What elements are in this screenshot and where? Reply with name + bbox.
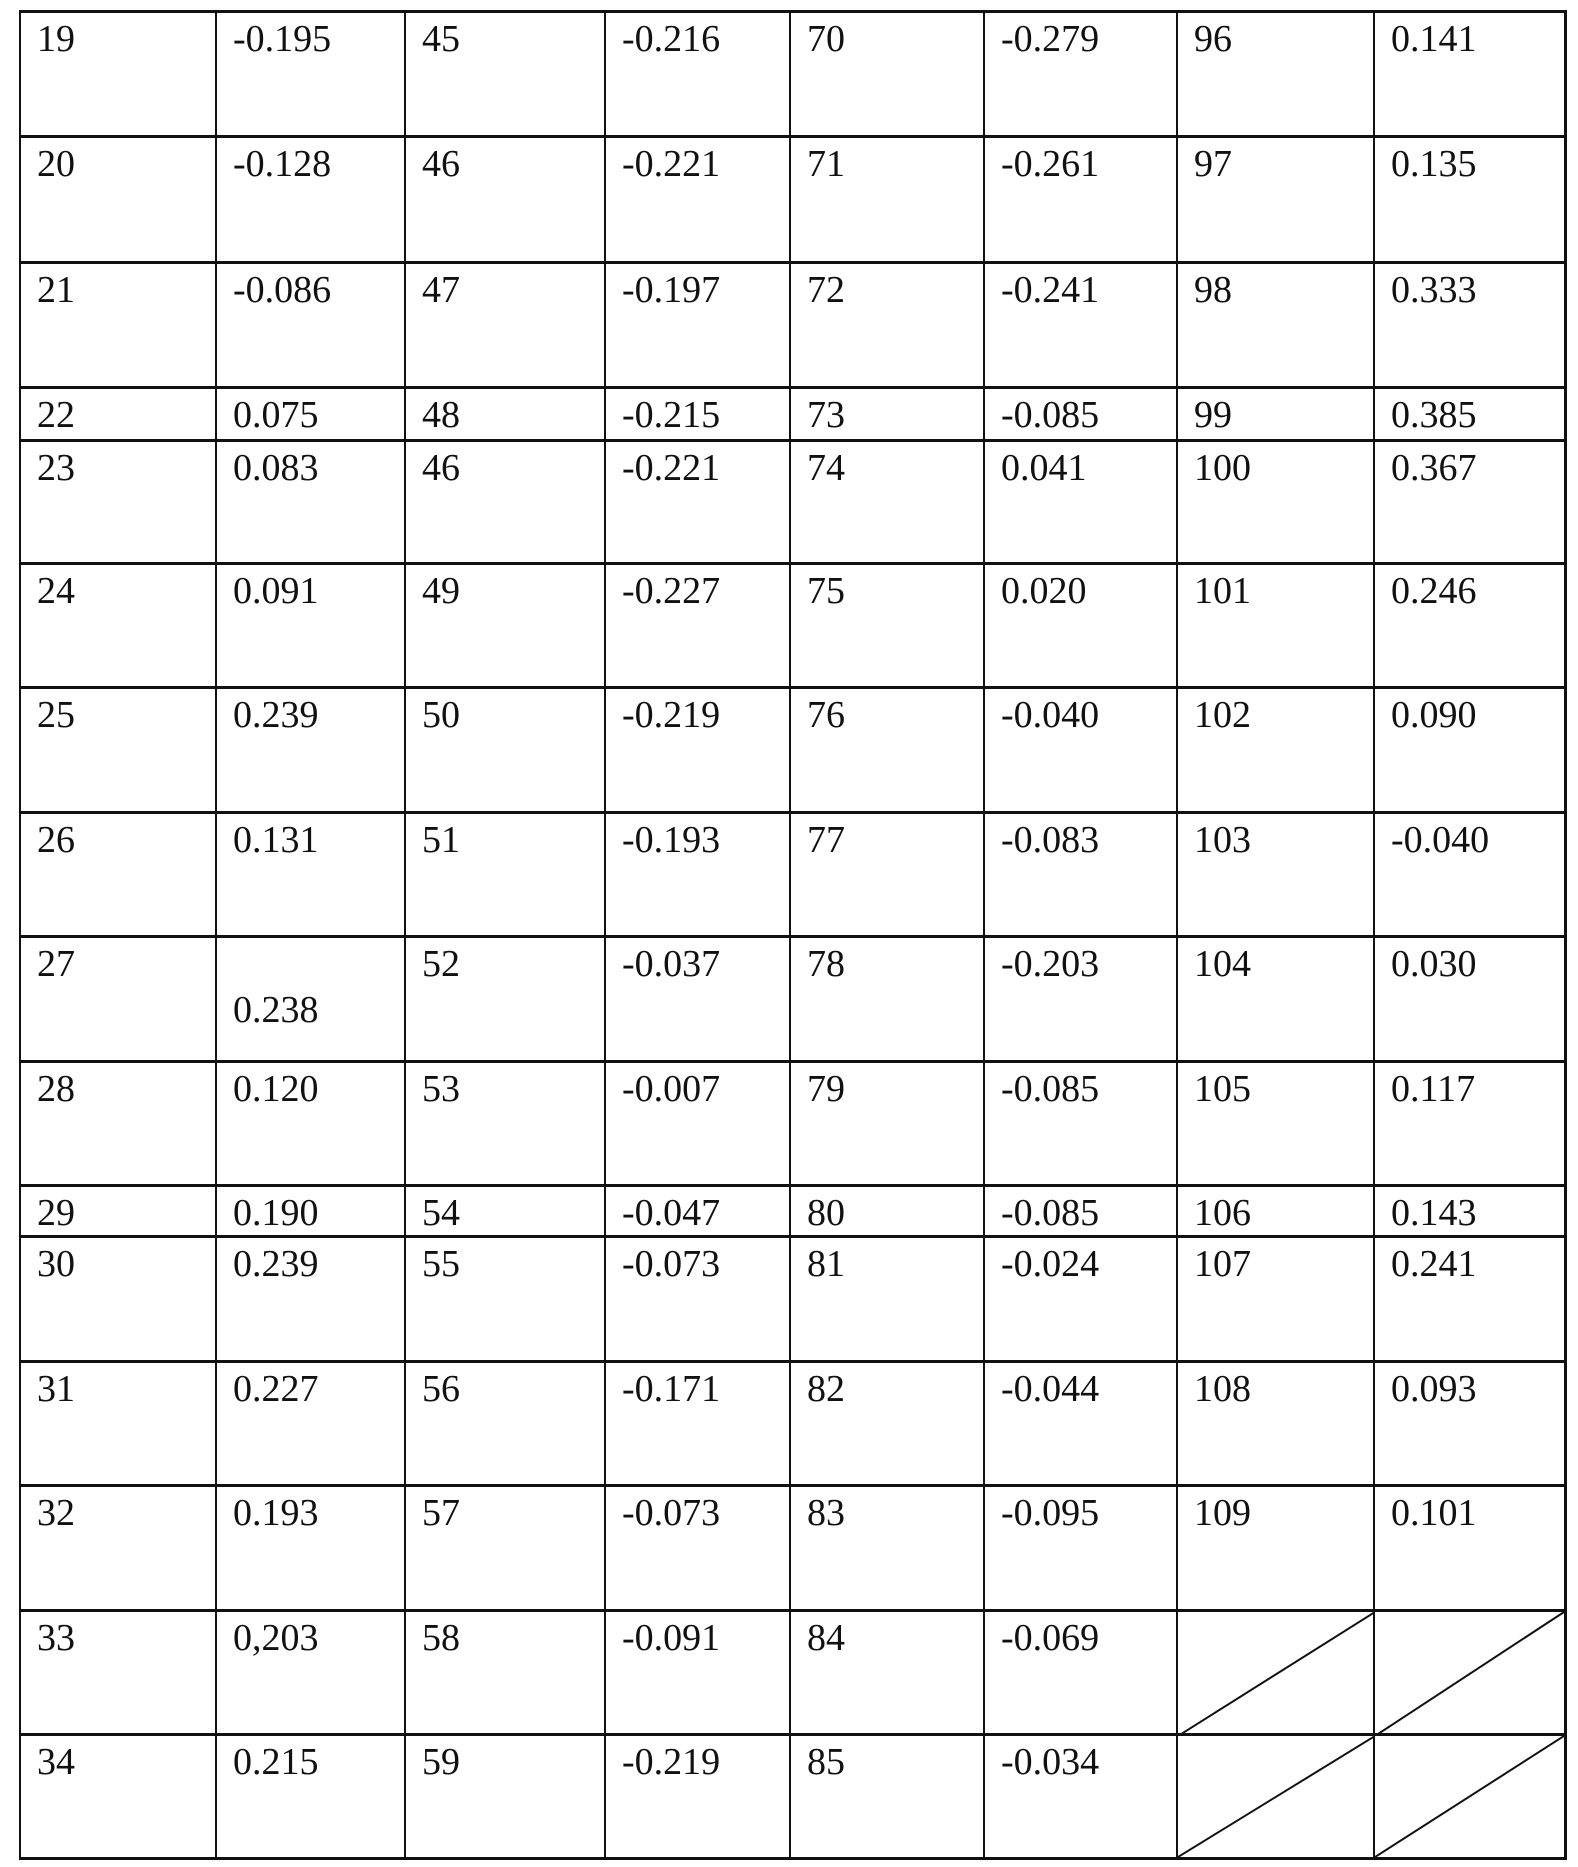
- table-cell-value: [215, 686, 406, 814]
- table-cell-value: [604, 1235, 791, 1363]
- table-cell-empty-slashed: [1373, 1733, 1567, 1860]
- table-cell-value: [215, 1733, 406, 1860]
- table-cell-value: [604, 1484, 791, 1612]
- cell-text: 79: [807, 1068, 845, 1110]
- table-cell-index: [789, 386, 985, 442]
- table-cell-index: [789, 1235, 985, 1363]
- table-cell-value: [1373, 562, 1567, 689]
- cell-text: 0.101: [1391, 1492, 1477, 1534]
- cell-text: -0.215: [622, 394, 720, 436]
- cell-text: 0,203: [233, 1617, 319, 1659]
- table-cell-value: [1373, 135, 1567, 264]
- table-cell-index: [789, 1609, 985, 1736]
- table-cell-value: [1373, 1235, 1567, 1363]
- cell-text: -0.197: [622, 269, 720, 311]
- cell-text: -0.007: [622, 1068, 720, 1110]
- table-cell-index: [19, 1235, 217, 1363]
- table-cell-index: [1176, 1235, 1375, 1363]
- cell-text: 83: [807, 1492, 845, 1534]
- cell-text: 0.131: [233, 819, 319, 861]
- cell-text: 23: [37, 447, 75, 489]
- cell-text: -0.219: [622, 694, 720, 736]
- table-cell-index: [19, 1360, 217, 1487]
- table-cell-value: [604, 1609, 791, 1736]
- table-cell-index: [1176, 1060, 1375, 1187]
- cell-text: 27: [37, 943, 75, 985]
- table-cell-value: [604, 686, 791, 814]
- cell-text: -0.073: [622, 1243, 720, 1285]
- cell-text: 80: [807, 1192, 845, 1234]
- table-cell-value: [604, 261, 791, 389]
- table-cell-index: [404, 261, 606, 389]
- table-cell-value: [983, 439, 1178, 565]
- table-cell-value: [983, 10, 1178, 138]
- cell-text: 59: [422, 1741, 460, 1783]
- diagonal-slash-icon: [1375, 1736, 1564, 1857]
- cell-text: 70: [807, 18, 845, 60]
- cell-text: -0.221: [622, 143, 720, 185]
- cell-text: -0.193: [622, 819, 720, 861]
- table-cell-value: [1373, 439, 1567, 565]
- cell-text: 98: [1194, 269, 1232, 311]
- cell-text: -0.091: [622, 1617, 720, 1659]
- table-cell-index: [789, 439, 985, 565]
- table-cell-index: [404, 10, 606, 138]
- table-cell-index: [19, 135, 217, 264]
- table-cell-value: [983, 811, 1178, 938]
- cell-text: 46: [422, 143, 460, 185]
- table-cell-value: [215, 935, 406, 1063]
- table-cell-index: [1176, 386, 1375, 442]
- table-cell-value: [604, 386, 791, 442]
- table-cell-index: [1176, 562, 1375, 689]
- table-cell-index: [404, 439, 606, 565]
- cell-text: 0.135: [1391, 143, 1477, 185]
- table-cell-index: [404, 935, 606, 1063]
- cell-text: 45: [422, 18, 460, 60]
- cell-text: -0.083: [1001, 819, 1099, 861]
- table-cell-value: [1373, 935, 1567, 1063]
- table-cell-value: [983, 386, 1178, 442]
- cell-text: -0.069: [1001, 1617, 1099, 1659]
- table-cell-index: [404, 686, 606, 814]
- cell-text: 0.246: [1391, 570, 1477, 612]
- table-cell-index: [19, 1733, 217, 1860]
- cell-text: 54: [422, 1192, 460, 1234]
- cell-text: -0.040: [1001, 694, 1099, 736]
- cell-text: -0.219: [622, 1741, 720, 1783]
- table-cell-value: [215, 1484, 406, 1612]
- cell-text: 47: [422, 269, 460, 311]
- cell-text: 100: [1194, 447, 1251, 489]
- cell-text: 75: [807, 570, 845, 612]
- table-cell-index: [19, 1184, 217, 1238]
- diagonal-slash-icon: [1375, 1612, 1564, 1736]
- cell-text: 46: [422, 447, 460, 489]
- table-cell-value: [1373, 1060, 1567, 1187]
- cell-text: 56: [422, 1368, 460, 1410]
- table-cell-index: [1176, 686, 1375, 814]
- table-cell-value: [215, 1235, 406, 1363]
- cell-text: 0.238: [233, 989, 319, 1031]
- cell-text: -0.095: [1001, 1492, 1099, 1534]
- cell-text: -0.221: [622, 447, 720, 489]
- data-table: [19, 10, 1567, 1860]
- table-cell-value: [215, 562, 406, 689]
- table-cell-index: [1176, 261, 1375, 389]
- cell-text: 52: [422, 943, 460, 985]
- cell-text: -0.044: [1001, 1368, 1099, 1410]
- table-cell-value: [983, 1733, 1178, 1860]
- cell-text: 0.143: [1391, 1192, 1477, 1234]
- table-cell-value: [604, 1360, 791, 1487]
- table-cell-index: [19, 10, 217, 138]
- cell-text: 57: [422, 1492, 460, 1534]
- table-cell-empty-slashed: [1176, 1733, 1375, 1860]
- cell-text: 30: [37, 1243, 75, 1285]
- table-cell-index: [789, 562, 985, 689]
- table-cell-index: [789, 135, 985, 264]
- cell-text: 76: [807, 694, 845, 736]
- cell-text: 20: [37, 143, 75, 185]
- cell-text: 0.120: [233, 1068, 319, 1110]
- cell-text: -0.086: [233, 269, 331, 311]
- diagonal-slash-icon: [1178, 1736, 1375, 1857]
- table-cell-index: [1176, 439, 1375, 565]
- cell-text: 73: [807, 394, 845, 436]
- cell-text: 0.193: [233, 1492, 319, 1534]
- cell-text: -0.261: [1001, 143, 1099, 185]
- cell-text: 25: [37, 694, 75, 736]
- table-cell-value: [604, 935, 791, 1063]
- table-cell-value: [1373, 386, 1567, 442]
- cell-text: 0.239: [233, 694, 319, 736]
- table-cell-index: [789, 811, 985, 938]
- cell-text: 82: [807, 1368, 845, 1410]
- table-cell-index: [19, 439, 217, 565]
- cell-text: -0.073: [622, 1492, 720, 1534]
- table-cell-value: [604, 1184, 791, 1238]
- table-cell-index: [1176, 135, 1375, 264]
- cell-text: 55: [422, 1243, 460, 1285]
- cell-text: 0.241: [1391, 1243, 1477, 1285]
- cell-text: 0.141: [1391, 18, 1477, 60]
- cell-text: 0.367: [1391, 447, 1477, 489]
- cell-text: 21: [37, 269, 75, 311]
- cell-text: -0.047: [622, 1192, 720, 1234]
- table-cell-value: [983, 1060, 1178, 1187]
- table-cell-index: [19, 386, 217, 442]
- cell-text: 77: [807, 819, 845, 861]
- cell-text: 22: [37, 394, 75, 436]
- table-cell-index: [1176, 1360, 1375, 1487]
- table-cell-value: [1373, 1484, 1567, 1612]
- table-cell-index: [404, 1484, 606, 1612]
- table-cell-index: [1176, 811, 1375, 938]
- cell-text: 109: [1194, 1492, 1251, 1534]
- table-cell-value: [604, 811, 791, 938]
- table-cell-index: [19, 811, 217, 938]
- table-cell-index: [789, 10, 985, 138]
- table-cell-value: [1373, 10, 1567, 138]
- table-cell-value: [983, 562, 1178, 689]
- table-cell-value: [215, 811, 406, 938]
- table-cell-index: [1176, 935, 1375, 1063]
- table-cell-index: [404, 1184, 606, 1238]
- cell-text: 0.385: [1391, 394, 1477, 436]
- cell-text: 0.041: [1001, 447, 1087, 489]
- table-cell-index: [19, 1060, 217, 1187]
- table-cell-index: [1176, 1484, 1375, 1612]
- table-cell-index: [1176, 10, 1375, 138]
- cell-text: 0.215: [233, 1741, 319, 1783]
- cell-text: 0.239: [233, 1243, 319, 1285]
- table-cell-value: [983, 1609, 1178, 1736]
- cell-text: 33: [37, 1617, 75, 1659]
- cell-text: -0.040: [1391, 819, 1489, 861]
- cell-text: -0.203: [1001, 943, 1099, 985]
- cell-text: 0.030: [1391, 943, 1477, 985]
- table-cell-index: [789, 1060, 985, 1187]
- cell-text: 0.020: [1001, 570, 1087, 612]
- cell-text: -0.216: [622, 18, 720, 60]
- cell-text: -0.085: [1001, 1068, 1099, 1110]
- table-cell-empty-slashed: [1176, 1609, 1375, 1736]
- cell-text: 96: [1194, 18, 1232, 60]
- cell-text: 0.190: [233, 1192, 319, 1234]
- table-cell-index: [789, 935, 985, 1063]
- table-cell-index: [19, 1484, 217, 1612]
- cell-text: 106: [1194, 1192, 1251, 1234]
- table-cell-index: [404, 386, 606, 442]
- table-cell-index: [1176, 1184, 1375, 1238]
- table-cell-value: [215, 1184, 406, 1238]
- cell-text: 24: [37, 570, 75, 612]
- cell-text: 71: [807, 143, 845, 185]
- cell-text: 99: [1194, 394, 1232, 436]
- cell-text: 102: [1194, 694, 1251, 736]
- table-cell-index: [404, 135, 606, 264]
- cell-text: -0.085: [1001, 394, 1099, 436]
- cell-text: -0.128: [233, 143, 331, 185]
- table-cell-value: [215, 261, 406, 389]
- table-cell-value: [1373, 261, 1567, 389]
- table-cell-index: [789, 1733, 985, 1860]
- table-cell-value: [604, 562, 791, 689]
- table-cell-index: [789, 1484, 985, 1612]
- table-cell-index: [19, 935, 217, 1063]
- table-cell-value: [604, 10, 791, 138]
- cell-text: 49: [422, 570, 460, 612]
- table-cell-index: [19, 1609, 217, 1736]
- table-cell-index: [404, 1733, 606, 1860]
- table-cell-value: [1373, 811, 1567, 938]
- table-cell-value: [983, 686, 1178, 814]
- cell-text: -0.241: [1001, 269, 1099, 311]
- cell-text: 0.333: [1391, 269, 1477, 311]
- cell-text: 105: [1194, 1068, 1251, 1110]
- table-cell-index: [404, 562, 606, 689]
- table-cell-index: [19, 686, 217, 814]
- cell-text: 81: [807, 1243, 845, 1285]
- cell-text: 74: [807, 447, 845, 489]
- table-cell-index: [789, 1184, 985, 1238]
- cell-text: 51: [422, 819, 460, 861]
- cell-text: -0.085: [1001, 1192, 1099, 1234]
- cell-text: 0.091: [233, 570, 319, 612]
- table-cell-value: [604, 1060, 791, 1187]
- cell-text: -0.024: [1001, 1243, 1099, 1285]
- cell-text: 101: [1194, 570, 1251, 612]
- table-cell-empty-slashed: [1373, 1609, 1567, 1736]
- cell-text: 50: [422, 694, 460, 736]
- cell-text: 0.075: [233, 394, 319, 436]
- cell-text: 31: [37, 1368, 75, 1410]
- table-cell-value: [983, 1360, 1178, 1487]
- cell-text: 84: [807, 1617, 845, 1659]
- cell-text: 0.227: [233, 1368, 319, 1410]
- table-cell-value: [983, 1235, 1178, 1363]
- table-cell-index: [789, 686, 985, 814]
- cell-text: -0.171: [622, 1368, 720, 1410]
- cell-text: 97: [1194, 143, 1232, 185]
- table-cell-value: [983, 935, 1178, 1063]
- cell-text: 19: [37, 18, 75, 60]
- cell-text: 53: [422, 1068, 460, 1110]
- table-cell-index: [404, 1235, 606, 1363]
- cell-text: 58: [422, 1617, 460, 1659]
- cell-text: 32: [37, 1492, 75, 1534]
- cell-text: -0.279: [1001, 18, 1099, 60]
- table-cell-value: [604, 439, 791, 565]
- table-cell-value: [215, 1060, 406, 1187]
- cell-text: 103: [1194, 819, 1251, 861]
- cell-text: -0.195: [233, 18, 331, 60]
- cell-text: 26: [37, 819, 75, 861]
- table-cell-value: [1373, 1184, 1567, 1238]
- table-cell-value: [983, 261, 1178, 389]
- table-cell-index: [19, 261, 217, 389]
- cell-text: 104: [1194, 943, 1251, 985]
- table-cell-value: [215, 1609, 406, 1736]
- cell-text: 48: [422, 394, 460, 436]
- table-cell-value: [983, 135, 1178, 264]
- table-cell-value: [1373, 686, 1567, 814]
- cell-text: 29: [37, 1192, 75, 1234]
- table-cell-index: [404, 811, 606, 938]
- cell-text: 72: [807, 269, 845, 311]
- table-cell-index: [404, 1060, 606, 1187]
- table-cell-index: [404, 1609, 606, 1736]
- table-cell-value: [215, 135, 406, 264]
- table-cell-index: [789, 261, 985, 389]
- cell-text: -0.037: [622, 943, 720, 985]
- cell-text: -0.227: [622, 570, 720, 612]
- cell-text: 34: [37, 1741, 75, 1783]
- cell-text: 0.117: [1391, 1068, 1475, 1110]
- cell-text: 0.093: [1391, 1368, 1477, 1410]
- table-cell-value: [215, 439, 406, 565]
- table-cell-value: [983, 1184, 1178, 1238]
- table-cell-index: [404, 1360, 606, 1487]
- cell-text: 78: [807, 943, 845, 985]
- table-cell-value: [983, 1484, 1178, 1612]
- table-cell-value: [215, 386, 406, 442]
- table-cell-value: [1373, 1360, 1567, 1487]
- cell-text: 108: [1194, 1368, 1251, 1410]
- table-cell-index: [789, 1360, 985, 1487]
- cell-text: 28: [37, 1068, 75, 1110]
- cell-text: 0.083: [233, 447, 319, 489]
- cell-text: 85: [807, 1741, 845, 1783]
- table-cell-value: [215, 1360, 406, 1487]
- cell-text: 0.090: [1391, 694, 1477, 736]
- table-cell-value: [604, 1733, 791, 1860]
- diagonal-slash-icon: [1178, 1612, 1375, 1736]
- table-cell-index: [19, 562, 217, 689]
- cell-text: -0.034: [1001, 1741, 1099, 1783]
- table-cell-value: [604, 135, 791, 264]
- cell-text: 107: [1194, 1243, 1251, 1285]
- table-cell-value: [215, 10, 406, 138]
